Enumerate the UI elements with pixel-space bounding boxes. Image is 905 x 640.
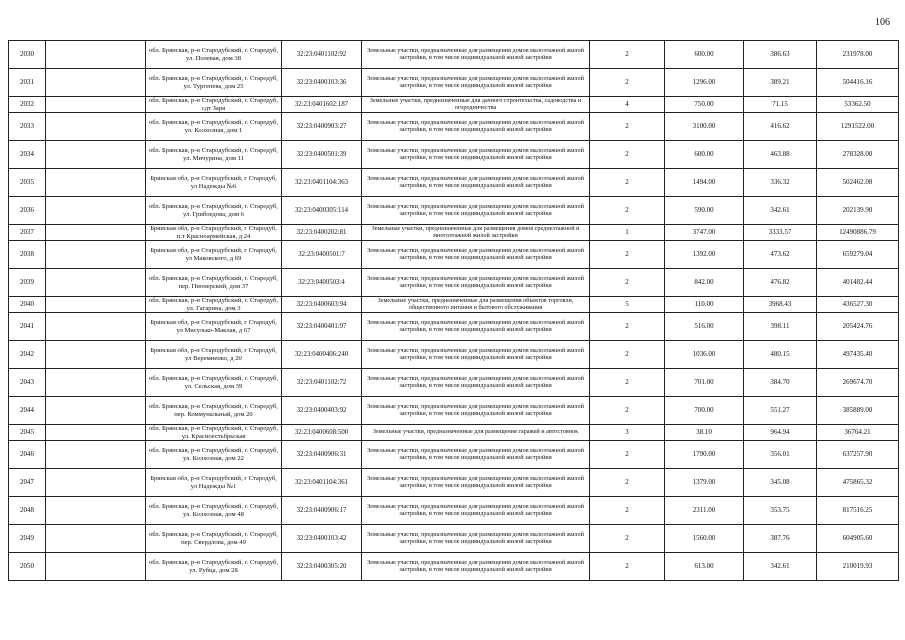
specific-value-cell: 3968.43	[744, 297, 817, 313]
blank-cell	[46, 97, 146, 113]
address-cell: обл. Брянская, р-н Стародубский, г. Стародуб, ул. Красноестьбрьская	[146, 425, 282, 441]
group-cell: 2	[590, 525, 665, 553]
land-use-cell: Земельные участки, предназначенные для размещения домов малоэтажной жилой застройки, в том числе индивидуальной жилой застройки	[362, 369, 590, 397]
blank-cell	[46, 425, 146, 441]
page-number: 106	[875, 17, 890, 28]
area-cell: 1379.00	[665, 469, 744, 497]
area-cell: 2311.00	[665, 497, 744, 525]
group-cell: 2	[590, 553, 665, 581]
cadastral-value-cell: 604905.60	[817, 525, 899, 553]
area-cell: 600.00	[665, 141, 744, 169]
blank-cell	[46, 297, 146, 313]
address-cell: Брянская обл, р-н Стародубский, г Стародуб, ул Мисулько-Маклая, д 67	[146, 313, 282, 341]
blank-cell	[46, 113, 146, 141]
specific-value-cell: 386.63	[744, 41, 817, 69]
land-use-cell: Земельные участки, предназначенные для размещения домов малоэтажной жилой застройки, в том числе индивидуальной жилой застройки	[362, 241, 590, 269]
group-cell: 2	[590, 41, 665, 69]
land-use-cell: Земельные участки, предназначенные для размещения домов малоэтажной жилой застройки, в том числе индивидуальной жилой застройки	[362, 341, 590, 369]
table-row	[9, 397, 899, 425]
cadastral-value-table	[8, 40, 899, 581]
group-cell: 2	[590, 241, 665, 269]
row-number-cell: 2039	[9, 269, 46, 297]
specific-value-cell: 342.61	[744, 553, 817, 581]
blank-cell	[46, 497, 146, 525]
group-cell: 2	[590, 469, 665, 497]
blank-cell	[46, 469, 146, 497]
cadastral-value-cell: 385889.00	[817, 397, 899, 425]
land-use-cell: Земельные участки, предназначенные для размещения домов среднеэтажной и многоэтажной жилой застройки	[362, 225, 590, 241]
blank-cell	[46, 441, 146, 469]
land-use-cell: Земельные участки, предназначенные для размещения домов малоэтажной жилой застройки, в том числе индивидуальной жилой застройки	[362, 41, 590, 69]
row-number-cell: 2037	[9, 225, 46, 241]
area-cell: 1494.00	[665, 169, 744, 197]
area-cell: 750.00	[665, 97, 744, 113]
group-cell: 3	[590, 425, 665, 441]
group-cell: 2	[590, 197, 665, 225]
area-cell: 3747.00	[665, 225, 744, 241]
specific-value-cell: 353.75	[744, 497, 817, 525]
area-cell: 600.00	[665, 41, 744, 69]
cadastral-number-cell: 32:23:0400103:36	[282, 69, 362, 97]
specific-value-cell: 342.61	[744, 197, 817, 225]
land-use-cell: Земельные участки, предназначенные для размещения домов малоэтажной жилой застройки, в том числе индивидуальной жилой застройки	[362, 553, 590, 581]
cadastral-number-cell: 32:23:0400608:500	[282, 425, 362, 441]
land-use-cell: Земельные участки, предназначенные для размещения домов малоэтажной жилой застройки, в том числе индивидуальной жилой застройки	[362, 113, 590, 141]
land-use-cell: Земельные участки, предназначенные для размещения домов малоэтажной жилой застройки, в том числе индивидуальной жилой застройки	[362, 69, 590, 97]
row-number-cell: 2033	[9, 113, 46, 141]
table-row	[9, 169, 899, 197]
group-cell: 2	[590, 441, 665, 469]
blank-cell	[46, 141, 146, 169]
table-row	[9, 553, 899, 581]
table-row	[9, 97, 899, 113]
blank-cell	[46, 241, 146, 269]
cadastral-number-cell: 32:23:0400503:4	[282, 269, 362, 297]
address-cell: обл. Брянская, р-н Стародубский, г. Стародуб, ул. Мичурина, дом 11	[146, 141, 282, 169]
cadastral-value-cell: 401482.44	[817, 269, 899, 297]
cadastral-value-cell: 210019.93	[817, 553, 899, 581]
specific-value-cell: 551.27	[744, 397, 817, 425]
land-use-cell: Земельные участки, предназначенные для размещения домов малоэтажной жилой застройки, в том числе индивидуальной жилой застройки	[362, 525, 590, 553]
table-row	[9, 525, 899, 553]
table-row	[9, 225, 899, 241]
cadastral-number-cell: 32:23:0400401:97	[282, 313, 362, 341]
cadastral-value-cell: 659279.04	[817, 241, 899, 269]
row-number-cell: 2044	[9, 397, 46, 425]
cadastral-value-cell: 231978.00	[817, 41, 899, 69]
table-body	[9, 41, 899, 581]
table-row	[9, 441, 899, 469]
group-cell: 2	[590, 397, 665, 425]
land-use-cell: Земельные участки, предназначенные для дачного строительства, садоводства и огородничества	[362, 97, 590, 113]
address-cell: Брянская обл, р-н Стародубский, г Стародуб, ул Маковского, д 69	[146, 241, 282, 269]
cadastral-value-cell: 36764.21	[817, 425, 899, 441]
blank-cell	[46, 341, 146, 369]
cadastral-value-cell: 12490886.79	[817, 225, 899, 241]
specific-value-cell: 71.15	[744, 97, 817, 113]
cadastral-number-cell: 32:23:0400906:17	[282, 497, 362, 525]
row-number-cell: 2050	[9, 553, 46, 581]
address-cell: обл. Брянская, р-н Стародубский, г. Стародуб, ул. Рубца, дом 28	[146, 553, 282, 581]
cadastral-value-cell: 436527.30	[817, 297, 899, 313]
address-cell: обл. Брянская, р-н Стародубский, г. Стародуб, пер. Свердлова, дом 49	[146, 525, 282, 553]
table-row	[9, 197, 899, 225]
address-cell: обл. Брянская, р-н Стародубский, г. Стародуб, пер. Пионерский, дом 37	[146, 269, 282, 297]
address-cell: обл. Брянская, р-н Стародубский, г. Стародуб, ул. Колхозная, дом 22	[146, 441, 282, 469]
cadastral-number-cell: 32:23:0400202:81	[282, 225, 362, 241]
area-cell: 38.10	[665, 425, 744, 441]
specific-value-cell: 964.94	[744, 425, 817, 441]
land-use-cell: Земельные участки, предназначенные для размещения гаражей и автостоянок	[362, 425, 590, 441]
address-cell: обл. Брянская, р-н Стародубский, г. Стародуб, ул. Гагарина, дом 3	[146, 297, 282, 313]
cadastral-number-cell: 32:23:0401102:72	[282, 369, 362, 397]
cadastral-value-cell: 504416.16	[817, 69, 899, 97]
cadastral-value-cell: 269674.70	[817, 369, 899, 397]
blank-cell	[46, 197, 146, 225]
group-cell: 2	[590, 69, 665, 97]
blank-cell	[46, 397, 146, 425]
blank-cell	[46, 169, 146, 197]
land-use-cell: Земельные участки, предназначенные для размещения домов малоэтажной жилой застройки, в том числе индивидуальной жилой застройки	[362, 397, 590, 425]
specific-value-cell: 384.70	[744, 369, 817, 397]
blank-cell	[46, 269, 146, 297]
specific-value-cell: 476.82	[744, 269, 817, 297]
cadastral-number-cell: 32:23:0400501:7	[282, 241, 362, 269]
cadastral-number-cell: 32:23:0400305:20	[282, 553, 362, 581]
address-cell: обл. Брянская, р-н Стародубский, г. Стародуб, ул. Полевая, дом 38	[146, 41, 282, 69]
blank-cell	[46, 69, 146, 97]
land-use-cell: Земельные участки, предназначенные для размещения домов малоэтажной жилой застройки, в том числе индивидуальной жилой застройки	[362, 441, 590, 469]
group-cell: 2	[590, 313, 665, 341]
address-cell: обл. Брянская, р-н Стародубский, г. Стародуб, ул. Грибоедова, дом 6	[146, 197, 282, 225]
row-number-cell: 2032	[9, 97, 46, 113]
cadastral-number-cell: 32:23:0400603:94	[282, 297, 362, 313]
cadastral-value-cell: 497435.40	[817, 341, 899, 369]
land-use-cell: Земельные участки, предназначенные для размещения домов малоэтажной жилой застройки, в том числе индивидуальной жилой застройки	[362, 469, 590, 497]
cadastral-value-cell: 278328.00	[817, 141, 899, 169]
table-row	[9, 425, 899, 441]
row-number-cell: 2045	[9, 425, 46, 441]
row-number-cell: 2048	[9, 497, 46, 525]
address-cell: Брянская обл, р-н Стародубский, г Стародуб, ул Надежды №6	[146, 169, 282, 197]
row-number-cell: 2035	[9, 169, 46, 197]
table-row	[9, 369, 899, 397]
group-cell: 2	[590, 341, 665, 369]
land-use-cell: Земельные участки, предназначенные для размещения домов малоэтажной жилой застройки, в том числе индивидуальной жилой застройки	[362, 269, 590, 297]
cadastral-number-cell: 32:23:0400906:31	[282, 441, 362, 469]
specific-value-cell: 345.08	[744, 469, 817, 497]
cadastral-number-cell: 32:23:0400103:42	[282, 525, 362, 553]
specific-value-cell: 356.01	[744, 441, 817, 469]
address-cell: обл. Брянская, р-н Стародубский, г. Стародуб, пер. Коммунальный, дом 20	[146, 397, 282, 425]
group-cell: 1	[590, 225, 665, 241]
cadastral-number-cell: 32:23:0400403:92	[282, 397, 362, 425]
land-use-cell: Земельные участки, предназначенные для размещения объектов торговли, общественного питания и бытового обслуживания	[362, 297, 590, 313]
table-row	[9, 113, 899, 141]
table-row	[9, 41, 899, 69]
table-row	[9, 241, 899, 269]
cadastral-number-cell: 32:23:0401102:92	[282, 41, 362, 69]
group-cell: 5	[590, 297, 665, 313]
blank-cell	[46, 313, 146, 341]
area-cell: 1392.00	[665, 241, 744, 269]
cadastral-number-cell: 32:23:0401104:363	[282, 169, 362, 197]
row-number-cell: 2046	[9, 441, 46, 469]
address-cell: обл. Брянская, р-н Стародубский, г. Стародуб, сдт Заря	[146, 97, 282, 113]
blank-cell	[46, 525, 146, 553]
table-row	[9, 297, 899, 313]
specific-value-cell: 3333.57	[744, 225, 817, 241]
area-cell: 1296.00	[665, 69, 744, 97]
area-cell: 590.00	[665, 197, 744, 225]
row-number-cell: 2038	[9, 241, 46, 269]
group-cell: 2	[590, 497, 665, 525]
cadastral-value-cell: 53362.50	[817, 97, 899, 113]
row-number-cell: 2030	[9, 41, 46, 69]
address-cell: обл. Брянская, р-н Стародубский, г. Стародуб, ул. Тургенева, дом 25	[146, 69, 282, 97]
blank-cell	[46, 369, 146, 397]
group-cell: 2	[590, 169, 665, 197]
row-number-cell: 2040	[9, 297, 46, 313]
cadastral-number-cell: 32:23:0401602:187	[282, 97, 362, 113]
table-row	[9, 469, 899, 497]
group-cell: 2	[590, 141, 665, 169]
area-cell: 701.00	[665, 369, 744, 397]
area-cell: 516.00	[665, 313, 744, 341]
table-row	[9, 69, 899, 97]
area-cell: 1790.00	[665, 441, 744, 469]
group-cell: 2	[590, 269, 665, 297]
row-number-cell: 2041	[9, 313, 46, 341]
specific-value-cell: 336.32	[744, 169, 817, 197]
cadastral-number-cell: 32:23:0400305:114	[282, 197, 362, 225]
area-cell: 1036.00	[665, 341, 744, 369]
blank-cell	[46, 553, 146, 581]
row-number-cell: 2036	[9, 197, 46, 225]
blank-cell	[46, 225, 146, 241]
specific-value-cell: 398.11	[744, 313, 817, 341]
area-cell: 842.00	[665, 269, 744, 297]
specific-value-cell: 389.21	[744, 69, 817, 97]
specific-value-cell: 473.62	[744, 241, 817, 269]
specific-value-cell: 416.62	[744, 113, 817, 141]
address-cell: обл. Брянская, р-н Стародубский, г. Стародуб, ул. Сельская, дом 39	[146, 369, 282, 397]
table-row	[9, 141, 899, 169]
row-number-cell: 2043	[9, 369, 46, 397]
land-use-cell: Земельные участки, предназначенные для размещения домов малоэтажной жилой застройки, в том числе индивидуальной жилой застройки	[362, 169, 590, 197]
cadastral-number-cell: 32:23:0400903:27	[282, 113, 362, 141]
cadastral-number-cell: 32:23:0401104:361	[282, 469, 362, 497]
specific-value-cell: 387.76	[744, 525, 817, 553]
cadastral-value-cell: 1291522.00	[817, 113, 899, 141]
row-number-cell: 2042	[9, 341, 46, 369]
cadastral-value-cell: 205424.76	[817, 313, 899, 341]
area-cell: 110.00	[665, 297, 744, 313]
address-cell: Брянская обл, р-н Стародубский, г Стародуб, п.т Красноармейская, д 24	[146, 225, 282, 241]
cadastral-value-cell: 502462.08	[817, 169, 899, 197]
land-use-cell: Земельные участки, предназначенные для размещения домов малоэтажной жилой застройки, в том числе индивидуальной жилой застройки	[362, 497, 590, 525]
row-number-cell: 2031	[9, 69, 46, 97]
address-cell: обл. Брянская, р-н Стародубский, г. Стародуб, ул. Колхозная, дом 1	[146, 113, 282, 141]
area-cell: 613.00	[665, 553, 744, 581]
table-row	[9, 341, 899, 369]
cadastral-value-cell: 475865.32	[817, 469, 899, 497]
cadastral-value-cell: 202139.90	[817, 197, 899, 225]
area-cell: 3100.00	[665, 113, 744, 141]
cadastral-value-cell: 637257.90	[817, 441, 899, 469]
cadastral-number-cell: 32:23:0400501:39	[282, 141, 362, 169]
cadastral-number-cell: 32:23:0400406:240	[282, 341, 362, 369]
cadastral-value-cell: 817516.25	[817, 497, 899, 525]
table-row	[9, 313, 899, 341]
address-cell: Брянская обл, р-н Стародубский, г Стародуб, ул Надежды №1	[146, 469, 282, 497]
area-cell: 700.00	[665, 397, 744, 425]
specific-value-cell: 480.15	[744, 341, 817, 369]
address-cell: Брянская обл, р-н Стародубский, г Стародуб, ул Веремиенко, д 20	[146, 341, 282, 369]
table-row	[9, 497, 899, 525]
land-use-cell: Земельные участки, предназначенные для размещения домов малоэтажной жилой застройки, в том числе индивидуальной жилой застройки	[362, 141, 590, 169]
table-row	[9, 269, 899, 297]
land-use-cell: Земельные участки, предназначенные для размещения домов малоэтажной жилой застройки, в том числе индивидуальной жилой застройки	[362, 197, 590, 225]
row-number-cell: 2034	[9, 141, 46, 169]
group-cell: 2	[590, 369, 665, 397]
group-cell: 4	[590, 97, 665, 113]
group-cell: 2	[590, 113, 665, 141]
address-cell: обл. Брянская, р-н Стародубский, г. Стародуб, ул. Колхозная, дом 48	[146, 497, 282, 525]
row-number-cell: 2047	[9, 469, 46, 497]
row-number-cell: 2049	[9, 525, 46, 553]
blank-cell	[46, 41, 146, 69]
land-use-cell: Земельные участки, предназначенные для размещения домов малоэтажной жилой застройки, в том числе индивидуальной жилой застройки	[362, 313, 590, 341]
area-cell: 1560.00	[665, 525, 744, 553]
specific-value-cell: 463.88	[744, 141, 817, 169]
